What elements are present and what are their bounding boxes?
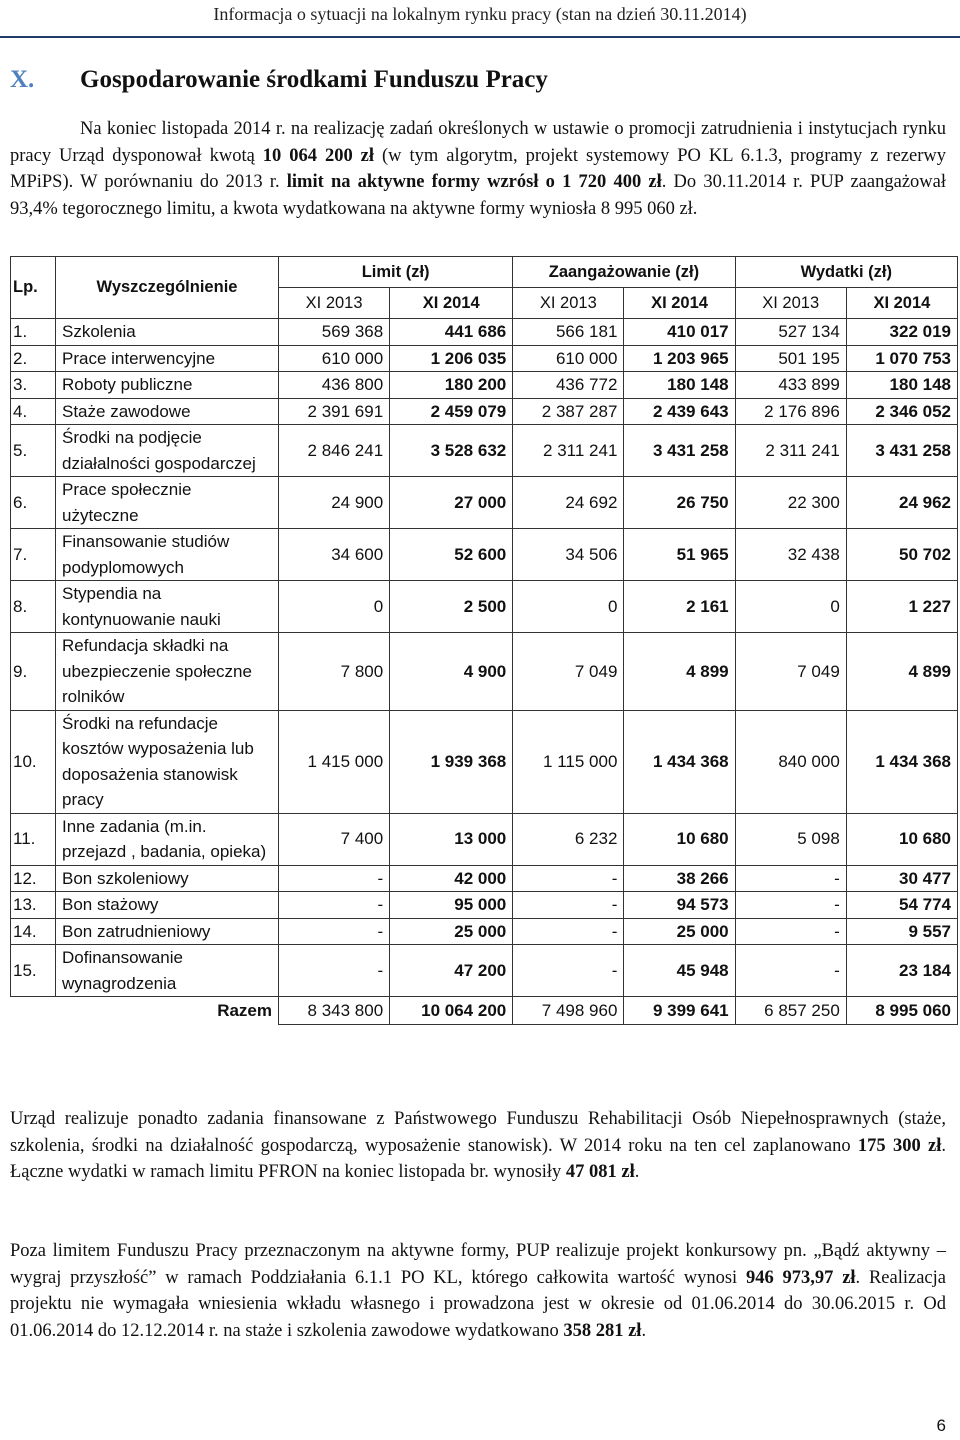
cell-zaang-2014: 180 148 [624,372,735,399]
project-text-3: . [641,1320,647,1341]
cell-limit-2014: 1 206 035 [390,345,513,372]
cell-zaang-2014: 26 750 [624,477,735,529]
cell-zaang-2013: 1 115 000 [513,710,624,813]
table-row [11,918,958,945]
cell-wyd-2013: 527 134 [735,319,846,346]
row-name: Refundacja składki na ubezpieczenie społeczne rolników [56,633,279,711]
table-row [11,477,958,529]
row-lp: 8. [11,581,56,633]
header-limit-2013: XI 2013 [279,288,390,319]
header-lp: Lp. [11,257,56,319]
row-lp: 14. [11,918,56,945]
pfron-paragraph [10,1106,946,1186]
table-row [11,319,958,346]
cell-zaang-2014: 4 899 [624,633,735,711]
project-spent: 358 281 zł [563,1320,642,1341]
total-row [11,997,958,1025]
pfron-planned-amount: 175 300 zł [857,1135,942,1156]
cell-wyd-2013: 7 049 [735,633,846,711]
cell-limit-2013: - [279,865,390,892]
table-row [11,398,958,425]
header-rule [0,36,960,38]
cell-limit-2013: 24 900 [279,477,390,529]
cell-limit-2014: 2 459 079 [390,398,513,425]
pfron-text-1: Urząd realizuje ponadto zadania finansowane z Państwowego Funduszu Rehabilitacji Osób Niepełnosprawnych (staże, szkolenia, środki na działalność gospodarczą, wyposażenie stanowisk). W 2014 roku na ten cel zaplanowano [10,1109,946,1156]
cell-limit-2013: 0 [279,581,390,633]
row-lp: 5. [11,425,56,477]
cell-limit-2013: 2 391 691 [279,398,390,425]
cell-limit-2014: 180 200 [390,372,513,399]
cell-wyd-2014: 1 070 753 [846,345,957,372]
cell-zaang-2013: 24 692 [513,477,624,529]
cell-wyd-2014: 2 346 052 [846,398,957,425]
row-name: Inne zadania (m.in. przejazd , badania, opieka) [56,813,279,865]
row-lp: 3. [11,372,56,399]
cell-limit-2014: 95 000 [390,892,513,919]
cell-zaang-2014: 45 948 [624,945,735,997]
cell-zaang-2013: - [513,892,624,919]
cell-limit-2013: 610 000 [279,345,390,372]
cell-zaang-2013: 6 232 [513,813,624,865]
header-wyd-2013: XI 2013 [735,288,846,319]
row-name: Bon szkoleniowy [56,865,279,892]
row-name: Bon zatrudnieniowy [56,918,279,945]
project-value: 946 973,97 zł [745,1267,856,1288]
table-row [11,425,958,477]
cell-wyd-2014: 1 434 368 [846,710,957,813]
cell-zaang-2013: 34 506 [513,529,624,581]
cell-limit-2014: 27 000 [390,477,513,529]
cell-wyd-2013: - [735,865,846,892]
total-limit-2013: 8 343 800 [279,997,390,1025]
cell-wyd-2013: 2 176 896 [735,398,846,425]
header-limit: Limit (zł) [279,257,513,288]
cell-limit-2013: 569 368 [279,319,390,346]
cell-zaang-2013: 436 772 [513,372,624,399]
row-lp: 15. [11,945,56,997]
cell-wyd-2013: 0 [735,581,846,633]
section-number: X. [10,66,35,93]
cell-zaang-2014: 3 431 258 [624,425,735,477]
pfron-text-3: . [634,1162,640,1182]
cell-limit-2014: 2 500 [390,581,513,633]
cell-zaang-2013: - [513,918,624,945]
pfron-text-2: . Łączne wydatki w ramach limitu PFRON na koniec listopada br. wynosiły [10,1135,946,1182]
row-name: Środki na refundacje kosztów wyposażenia lub doposażenia stanowisk pracy [56,710,279,813]
cell-wyd-2014: 54 774 [846,892,957,919]
table-row [11,529,958,581]
cell-wyd-2013: 32 438 [735,529,846,581]
section-title [10,66,548,94]
row-name: Staże zawodowe [56,398,279,425]
cell-wyd-2014: 50 702 [846,529,957,581]
cell-wyd-2014: 9 557 [846,918,957,945]
table-row [11,892,958,919]
cell-wyd-2014: 4 899 [846,633,957,711]
header-wyd-2014: XI 2014 [846,288,957,319]
cell-zaang-2014: 1 203 965 [624,345,735,372]
cell-zaang-2014: 38 266 [624,865,735,892]
header-zaang-2014: XI 2014 [624,288,735,319]
row-name: Prace społecznie użyteczne [56,477,279,529]
cell-zaang-2013: - [513,945,624,997]
cell-limit-2013: - [279,918,390,945]
cell-limit-2013: 7 400 [279,813,390,865]
pfron-spent-amount: 47 081 zł [565,1162,635,1182]
row-name: Stypendia na kontynuowanie nauki [56,581,279,633]
total-label: Razem [11,997,279,1025]
cell-zaang-2014: 410 017 [624,319,735,346]
intro-text-1: Na koniec listopada 2014 r. na realizację zadań określonych w ustawie o promocji zatrudnienia i instytucjach rynku pracy Urząd dysponował kwotą [10,119,946,166]
intro-text-2: (w tym algorytm, projekt systemowy PO KL 6.1.3, programy z rezerwy MPiPS). W porównaniu do 2013 r. [10,145,946,192]
table-row [11,345,958,372]
table-row [11,813,958,865]
row-lp: 4. [11,398,56,425]
total-zaang-2014: 9 399 641 [624,997,735,1025]
row-lp: 2. [11,345,56,372]
total-wyd-2014: 8 995 060 [846,997,957,1025]
table-row [11,865,958,892]
row-lp: 9. [11,633,56,711]
cell-wyd-2013: 501 195 [735,345,846,372]
cell-zaang-2013: 7 049 [513,633,624,711]
header-zaangazowanie: Zaangażowanie (zł) [513,257,735,288]
fund-table [10,256,958,1025]
cell-wyd-2014: 30 477 [846,865,957,892]
cell-wyd-2014: 10 680 [846,813,957,865]
table-row [11,945,958,997]
cell-zaang-2014: 2 161 [624,581,735,633]
table-row [11,710,958,813]
project-text-1: Poza limitem Funduszu Pracy przeznaczonym na aktywne formy, PUP realizuje projekt konkursowy pn. „Bądź aktywny – wygraj przyszłość” w ramach Poddziałania 6.1.1 PO KL, którego całkowita wartość wynosi [10,1241,946,1288]
cell-wyd-2013: 5 098 [735,813,846,865]
header-limit-2014: XI 2014 [390,288,513,319]
cell-zaang-2014: 2 439 643 [624,398,735,425]
project-text-2: . Realizacja projektu nie wymagała wniesienia wkładu własnego i prowadzona jest w okresie od 01.06.2014 do 30.06.2015 r. Od 01.06.2014 do 12.12.2014 r. na staże i szkolenia zawodowe wydatkowano [10,1267,946,1341]
cell-limit-2014: 3 528 632 [390,425,513,477]
header-zaang-2013: XI 2013 [513,288,624,319]
cell-limit-2013: 7 800 [279,633,390,711]
cell-limit-2013: 2 846 241 [279,425,390,477]
row-name: Prace interwencyjne [56,345,279,372]
cell-zaang-2013: 566 181 [513,319,624,346]
running-header: Informacja o sytuacji na lokalnym rynku pracy (stan na dzień 30.11.2014) [213,4,747,24]
cell-limit-2014: 52 600 [390,529,513,581]
cell-wyd-2013: - [735,892,846,919]
row-lp: 10. [11,710,56,813]
cell-limit-2013: - [279,892,390,919]
intro-limit-growth: limit na aktywne formy wzrósł o 1 720 400 zł [286,172,662,192]
cell-zaang-2013: 2 387 287 [513,398,624,425]
project-paragraph [10,1238,946,1344]
cell-zaang-2013: 0 [513,581,624,633]
cell-limit-2014: 42 000 [390,865,513,892]
cell-wyd-2013: - [735,945,846,997]
row-lp: 1. [11,319,56,346]
cell-wyd-2014: 1 227 [846,581,957,633]
cell-zaang-2013: - [513,865,624,892]
cell-zaang-2013: 2 311 241 [513,425,624,477]
cell-limit-2014: 1 939 368 [390,710,513,813]
cell-limit-2014: 13 000 [390,813,513,865]
total-zaang-2013: 7 498 960 [513,997,624,1025]
row-name: Środki na podjęcie działalności gospodarczej [56,425,279,477]
cell-wyd-2014: 3 431 258 [846,425,957,477]
page-number: 6 [936,1416,946,1435]
cell-zaang-2013: 610 000 [513,345,624,372]
cell-wyd-2013: - [735,918,846,945]
cell-limit-2014: 441 686 [390,319,513,346]
cell-zaang-2014: 94 573 [624,892,735,919]
cell-limit-2013: 34 600 [279,529,390,581]
table-body [11,319,958,997]
cell-limit-2013: 1 415 000 [279,710,390,813]
cell-limit-2014: 4 900 [390,633,513,711]
intro-amount: 10 064 200 zł [262,145,375,166]
cell-wyd-2014: 23 184 [846,945,957,997]
row-name: Szkolenia [56,319,279,346]
cell-wyd-2013: 840 000 [735,710,846,813]
table-row [11,372,958,399]
row-lp: 11. [11,813,56,865]
cell-wyd-2014: 24 962 [846,477,957,529]
cell-zaang-2014: 51 965 [624,529,735,581]
row-name: Finansowanie studiów podyplomowych [56,529,279,581]
fund-table-wrapper [10,256,958,1025]
header-name: Wyszczególnienie [56,257,279,319]
row-name: Dofinansowanie wynagrodzenia [56,945,279,997]
row-lp: 12. [11,865,56,892]
total-wyd-2013: 6 857 250 [735,997,846,1025]
intro-text-3: . Do 30.11.2014 r. PUP zaangażował 93,4% tegorocznego limitu, a kwota wydatkowana na aktywne formy wyniosła 8 995 060 zł. [10,172,946,219]
row-lp: 13. [11,892,56,919]
cell-limit-2013: - [279,945,390,997]
cell-limit-2014: 25 000 [390,918,513,945]
cell-zaang-2014: 25 000 [624,918,735,945]
intro-paragraph [10,116,946,222]
row-name: Bon stażowy [56,892,279,919]
cell-wyd-2014: 322 019 [846,319,957,346]
table-row [11,581,958,633]
cell-wyd-2014: 180 148 [846,372,957,399]
cell-zaang-2014: 10 680 [624,813,735,865]
row-name: Roboty publiczne [56,372,279,399]
header-wydatki: Wydatki (zł) [735,257,957,288]
row-lp: 7. [11,529,56,581]
cell-limit-2013: 436 800 [279,372,390,399]
section-title-text: Gospodarowanie środkami Funduszu Pracy [80,66,548,93]
row-lp: 6. [11,477,56,529]
table-row [11,633,958,711]
cell-wyd-2013: 2 311 241 [735,425,846,477]
cell-wyd-2013: 22 300 [735,477,846,529]
cell-limit-2014: 47 200 [390,945,513,997]
cell-wyd-2013: 433 899 [735,372,846,399]
cell-zaang-2014: 1 434 368 [624,710,735,813]
total-limit-2014: 10 064 200 [390,997,513,1025]
